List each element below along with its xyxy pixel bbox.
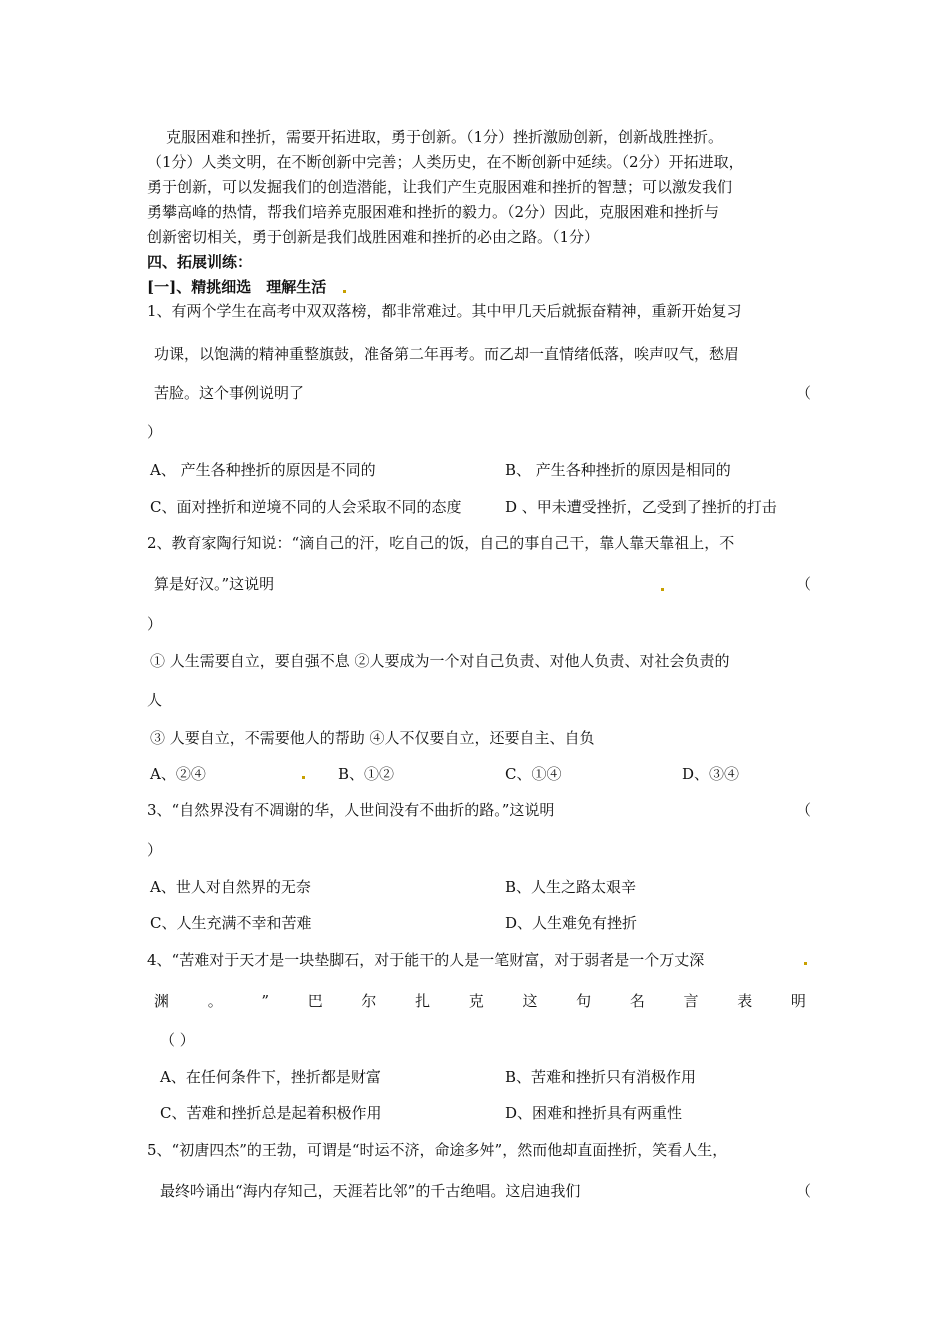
q2-close-paren: ） xyxy=(147,615,163,633)
intro-line-2: （1分）人类文明，在不断创新中完善；人类历史，在不断创新中延续。（2分）开拓进取， xyxy=(147,153,744,171)
q3-open-paren: （ xyxy=(796,801,812,819)
q1-option-b: B、 产生各种挫折的原因是相同的 xyxy=(505,461,731,479)
intro-line-3: 勇于创新，可以发掘我们的创造潜能，让我们产生克服困难和挫折的智慧；可以激发我们 xyxy=(147,178,733,196)
stray-mark xyxy=(804,962,807,965)
stray-mark xyxy=(661,588,664,591)
q4-option-a: A、在任何条件下，挫折都是财富 xyxy=(160,1068,381,1086)
q5-line-2: 最终吟诵出“海内存知己，天涯若比邻”的千古绝唱。这启迪我们 xyxy=(160,1182,581,1200)
q2-statement-1: ① 人生需要自立，要自强不息 ②人要成为一个对自己负责、对他人负责、对社会负责的 xyxy=(150,652,730,670)
q4-line-1: 4、“苦难对于天才是一块垫脚石，对于能干的人是一笔财富，对于弱者是一个万丈深 xyxy=(147,951,705,969)
q4-line-2-char: 这 xyxy=(522,992,538,1010)
intro-line-4: 勇攀高峰的热情，帮我们培养克服困难和挫折的毅力。（2分）因此，克服困难和挫折与 xyxy=(147,203,720,221)
q2-open-paren: （ xyxy=(796,575,812,593)
q2-option-d: D、③④ xyxy=(682,765,740,783)
q4-line-2-char: 渊 xyxy=(154,992,170,1010)
q4-option-c: C、苦难和挫折总是起着积极作用 xyxy=(160,1104,382,1122)
q4-line-2 xyxy=(154,991,806,1011)
q2-statement-2: ③ 人要自立，不需要他人的帮助 ④人不仅要自立，还要自主、自负 xyxy=(150,729,595,747)
q4-line-2-char: 尔 xyxy=(361,992,377,1010)
q4-line-2-char: 名 xyxy=(629,992,645,1010)
q3-option-b: B、人生之路太艰辛 xyxy=(505,878,637,896)
q4-option-d: D、困难和挫折具有两重性 xyxy=(505,1104,683,1122)
q1-close-paren: ） xyxy=(147,423,163,441)
q2-option-b: B、①② xyxy=(338,765,395,783)
q3-option-c: C、人生充满不幸和苦难 xyxy=(150,914,312,932)
q4-answer-paren: （ ） xyxy=(160,1031,195,1049)
q3-close-paren: ） xyxy=(147,841,163,859)
q1-option-c: C、面对挫折和逆境不同的人会采取不同的态度 xyxy=(150,498,462,516)
q1-line-2: 功课，以饱满的精神重整旗鼓，准备第二年再考。而乙却一直情绪低落，唉声叹气，愁眉 xyxy=(154,345,740,363)
q2-option-c: C、①④ xyxy=(505,765,562,783)
q4-line-2-char: 表 xyxy=(737,992,753,1010)
intro-line-1: 克服困难和挫折，需要开拓进取，勇于创新。（1分）挫折激励创新，创新战胜挫折。 xyxy=(166,128,724,146)
q3-option-d: D、人生难免有挫折 xyxy=(505,914,638,932)
q4-line-2-char: ” xyxy=(261,992,270,1010)
q5-open-paren: （ xyxy=(796,1182,812,1200)
intro-line-5: 创新密切相关，勇于创新是我们战胜困难和挫折的必由之路。（1分） xyxy=(147,228,600,246)
q4-line-2-char: 克 xyxy=(468,992,484,1010)
q1-option-d: D 、甲未遭受挫折，乙受到了挫折的打击 xyxy=(505,498,777,516)
subsection-title: [一]、精挑细选 理解生活 xyxy=(147,278,327,296)
section-title: 四、拓展训练： xyxy=(147,253,253,271)
q2-line-2: 算是好汉。”这说明 xyxy=(154,575,275,593)
q5-line-1: 5、“初唐四杰”的王勃，可谓是“时运不济，命途多舛”，然而他却直面挫折，笑看人生， xyxy=(147,1141,728,1159)
q4-line-2-char: 扎 xyxy=(415,992,431,1010)
q4-line-2-char: 言 xyxy=(683,992,699,1010)
q4-line-2-char: 。 xyxy=(207,992,223,1010)
q2-line-1: 2、教育家陶行知说：“滴自己的汗，吃自己的饭，自己的事自己干，靠人靠天靠祖上，不 xyxy=(147,534,735,552)
q1-option-a: A、 产生各种挫折的原因是不同的 xyxy=(150,461,376,479)
q4-line-2-char: 句 xyxy=(576,992,592,1010)
q4-option-b: B、苦难和挫折只有消极作用 xyxy=(505,1068,697,1086)
q4-line-2-char: 巴 xyxy=(307,992,323,1010)
q3-line-1: 3、“自然界没有不凋谢的华，人世间没有不曲折的路。”这说明 xyxy=(147,801,555,819)
q2-statement-1-cont: 人 xyxy=(147,691,163,709)
q2-option-a: A、②④ xyxy=(150,765,206,783)
q1-open-paren: （ xyxy=(796,384,812,402)
q1-line-1: 1、有两个学生在高考中双双落榜，都非常难过。其中甲几天后就振奋精神，重新开始复习 xyxy=(147,302,742,320)
q1-line-3: 苦脸。这个事例说明了 xyxy=(154,384,305,402)
q4-line-2-char: 明 xyxy=(790,992,806,1010)
stray-mark xyxy=(302,776,305,779)
stray-mark xyxy=(343,290,346,293)
q3-option-a: A、世人对自然界的无奈 xyxy=(150,878,311,896)
